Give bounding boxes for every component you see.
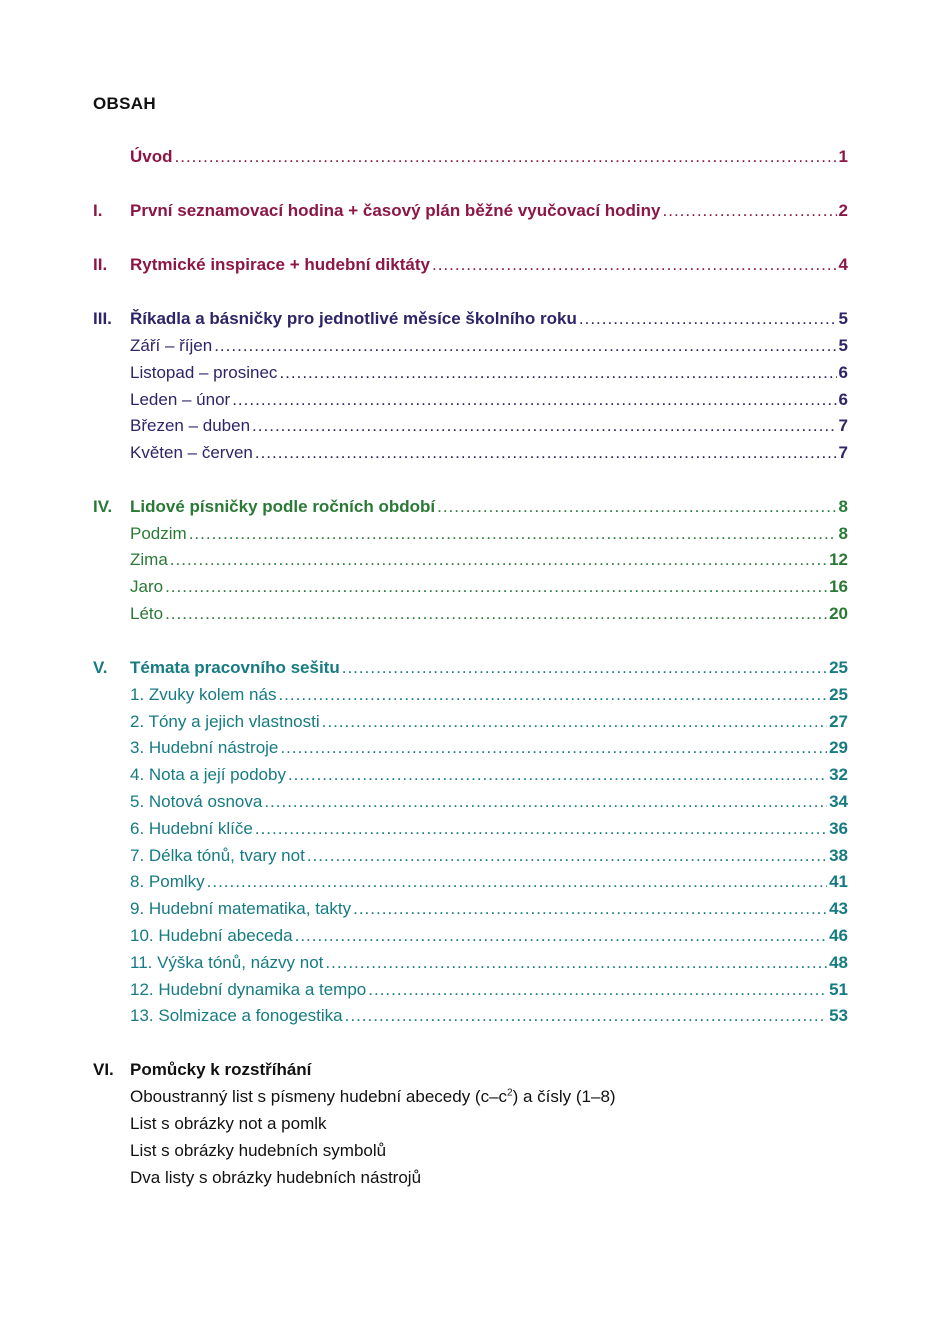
entry-label: 10. Hudební abeceda bbox=[130, 926, 293, 945]
leader-dots bbox=[325, 953, 827, 973]
page-number: 7 bbox=[838, 443, 848, 462]
leader-dots bbox=[189, 524, 837, 544]
toc-subentry[interactable] bbox=[93, 1114, 848, 1138]
toc-subentry[interactable] bbox=[93, 872, 848, 896]
page-number: 8 bbox=[838, 524, 848, 543]
toc-subentry[interactable] bbox=[93, 899, 848, 923]
entry-label: Květen – červen bbox=[130, 443, 253, 462]
toc-subentry[interactable] bbox=[93, 416, 848, 440]
entry-label: List s obrázky not a pomlk bbox=[130, 1114, 327, 1133]
entry-label: 12. Hudební dynamika a tempo bbox=[130, 980, 367, 999]
toc-subentry[interactable] bbox=[93, 443, 848, 467]
section-number: VI. bbox=[93, 1060, 114, 1079]
leader-dots bbox=[207, 872, 827, 892]
page-number: 6 bbox=[838, 363, 848, 382]
section-number: III. bbox=[93, 309, 112, 328]
toc-subentry[interactable] bbox=[93, 953, 848, 977]
leader-dots bbox=[278, 685, 827, 705]
entry-label: Listopad – prosinec bbox=[130, 363, 278, 382]
page-number: 36 bbox=[829, 819, 848, 838]
leader-dots bbox=[353, 899, 827, 919]
leader-dots bbox=[175, 147, 837, 167]
leader-dots bbox=[214, 336, 836, 356]
toc-subentry[interactable] bbox=[93, 1141, 848, 1165]
leader-dots bbox=[288, 765, 827, 785]
entry-label-part: ) a čísly (1–8) bbox=[512, 1087, 616, 1106]
toc-subentry[interactable] bbox=[93, 336, 848, 360]
toc-section-2[interactable] bbox=[93, 255, 848, 279]
entry-label: Úvod bbox=[130, 147, 173, 166]
leader-dots bbox=[345, 1006, 827, 1026]
toc-subentry[interactable] bbox=[93, 363, 848, 387]
toc-subentry[interactable] bbox=[93, 1006, 848, 1030]
toc-subentry[interactable] bbox=[93, 577, 848, 601]
toc-subentry[interactable] bbox=[93, 738, 848, 762]
entry-label: 1. Zvuky kolem nás bbox=[130, 685, 277, 704]
leader-dots bbox=[170, 550, 827, 570]
entry-label: Leden – únor bbox=[130, 390, 231, 409]
entry-label: Rytmické inspirace + hudební diktáty bbox=[130, 255, 430, 274]
page-number: 38 bbox=[829, 846, 848, 865]
page-number: 46 bbox=[829, 926, 848, 945]
toc-subentry[interactable] bbox=[93, 390, 848, 414]
leader-dots bbox=[307, 846, 827, 866]
entry-label: Léto bbox=[130, 604, 164, 623]
toc-section-3[interactable] bbox=[93, 309, 848, 333]
leader-dots bbox=[165, 604, 827, 624]
section-number: IV. bbox=[93, 497, 113, 516]
page-number: 12 bbox=[829, 550, 848, 569]
entry-label: Září – říjen bbox=[130, 336, 213, 355]
leader-dots bbox=[368, 980, 827, 1000]
entry-label: Zima bbox=[130, 550, 168, 569]
page-number: 53 bbox=[829, 1006, 848, 1025]
toc-subentry[interactable] bbox=[93, 765, 848, 789]
entry-label: 4. Nota a její podoby bbox=[130, 765, 286, 784]
page-number: 48 bbox=[829, 953, 848, 972]
entry-label: 11. Výška tónů, názvy not bbox=[130, 953, 324, 972]
section-number: II. bbox=[93, 255, 108, 274]
toc-section-4[interactable] bbox=[93, 497, 848, 521]
leader-dots bbox=[252, 416, 836, 436]
page-number: 7 bbox=[838, 416, 848, 435]
toc-entry-uvod[interactable] bbox=[93, 147, 848, 171]
toc-subentry[interactable] bbox=[93, 1087, 848, 1111]
leader-dots bbox=[663, 201, 837, 221]
page-number: 6 bbox=[838, 390, 848, 409]
toc-subentry[interactable] bbox=[93, 524, 848, 548]
entry-label: 8. Pomlky bbox=[130, 872, 205, 891]
page-title: OBSAH bbox=[93, 94, 156, 113]
page-number: 5 bbox=[838, 336, 848, 355]
toc-subentry[interactable] bbox=[93, 604, 848, 628]
entry-label: 3. Hudební nástroje bbox=[130, 738, 279, 757]
superscript: 2 bbox=[507, 1087, 513, 1099]
entry-label: Témata pracovního sešitu bbox=[130, 658, 340, 677]
leader-dots bbox=[280, 738, 827, 758]
leader-dots bbox=[579, 309, 837, 329]
page-number: 2 bbox=[838, 201, 848, 220]
leader-dots bbox=[264, 792, 827, 812]
entry-label: 2. Tóny a jejich vlastnosti bbox=[130, 712, 320, 731]
toc-section-6[interactable] bbox=[93, 1060, 848, 1084]
entry-label-part: Oboustranný list s písmeny hudební abecedy (c–c bbox=[130, 1087, 508, 1106]
page-number: 43 bbox=[829, 899, 848, 918]
section-number: I. bbox=[93, 201, 103, 220]
leader-dots bbox=[279, 363, 836, 383]
leader-dots bbox=[342, 658, 827, 678]
page-number: 5 bbox=[838, 309, 848, 328]
leader-dots bbox=[432, 255, 837, 275]
page-number: 16 bbox=[829, 577, 848, 596]
leader-dots bbox=[255, 819, 827, 839]
toc-subentry[interactable] bbox=[93, 846, 848, 870]
page-number: 25 bbox=[829, 685, 848, 704]
page-number: 1 bbox=[838, 147, 848, 166]
entry-label: 6. Hudební klíče bbox=[130, 819, 253, 838]
toc-section-1[interactable] bbox=[93, 201, 848, 225]
toc-subentry[interactable] bbox=[93, 1168, 848, 1192]
leader-dots bbox=[295, 926, 827, 946]
entry-label: Jaro bbox=[130, 577, 164, 596]
page-number: 41 bbox=[829, 872, 848, 891]
toc-section-5[interactable] bbox=[93, 658, 848, 682]
page-number: 51 bbox=[829, 980, 848, 999]
toc-subentry[interactable] bbox=[93, 550, 848, 574]
leader-dots bbox=[322, 712, 827, 732]
toc-subentry[interactable] bbox=[93, 980, 848, 1004]
page-number: 27 bbox=[829, 712, 848, 731]
page-number: 4 bbox=[838, 255, 848, 274]
entry-label: List s obrázky hudebních symbolů bbox=[130, 1141, 387, 1160]
entry-label: Podzim bbox=[130, 524, 187, 543]
entry-label: První seznamovací hodina + časový plán běžné vyučovací hodiny bbox=[130, 201, 661, 220]
leader-dots bbox=[165, 577, 827, 597]
page-number: 32 bbox=[829, 765, 848, 784]
toc-subentry[interactable] bbox=[93, 712, 848, 736]
entry-label: 7. Délka tónů, tvary not bbox=[130, 846, 305, 865]
entry-label: Pomůcky k rozstříhání bbox=[130, 1060, 312, 1079]
toc-subentry[interactable] bbox=[93, 685, 848, 709]
entry-label: Dva listy s obrázky hudebních nástrojů bbox=[130, 1168, 422, 1187]
section-number: V. bbox=[93, 658, 108, 677]
page-number: 29 bbox=[829, 738, 848, 757]
entry-label: 5. Notová osnova bbox=[130, 792, 263, 811]
toc-subentry[interactable] bbox=[93, 926, 848, 950]
toc-subentry[interactable] bbox=[93, 819, 848, 843]
toc-subentry[interactable] bbox=[93, 792, 848, 816]
entry-label: Březen – duben bbox=[130, 416, 251, 435]
page-number: 34 bbox=[829, 792, 848, 811]
page-number: 20 bbox=[829, 604, 848, 623]
entry-label: 9. Hudební matematika, takty bbox=[130, 899, 352, 918]
entry-label: 13. Solmizace a fonogestika bbox=[130, 1006, 343, 1025]
entry-label: Lidové písničky podle ročních období bbox=[130, 497, 436, 516]
entry-label bbox=[130, 1087, 616, 1107]
page-number: 25 bbox=[829, 658, 848, 677]
leader-dots bbox=[437, 497, 836, 517]
leader-dots bbox=[255, 443, 837, 463]
page-number: 8 bbox=[838, 497, 848, 516]
leader-dots bbox=[232, 390, 836, 410]
entry-label: Říkadla a básničky pro jednotlivé měsíce školního roku bbox=[130, 309, 577, 328]
